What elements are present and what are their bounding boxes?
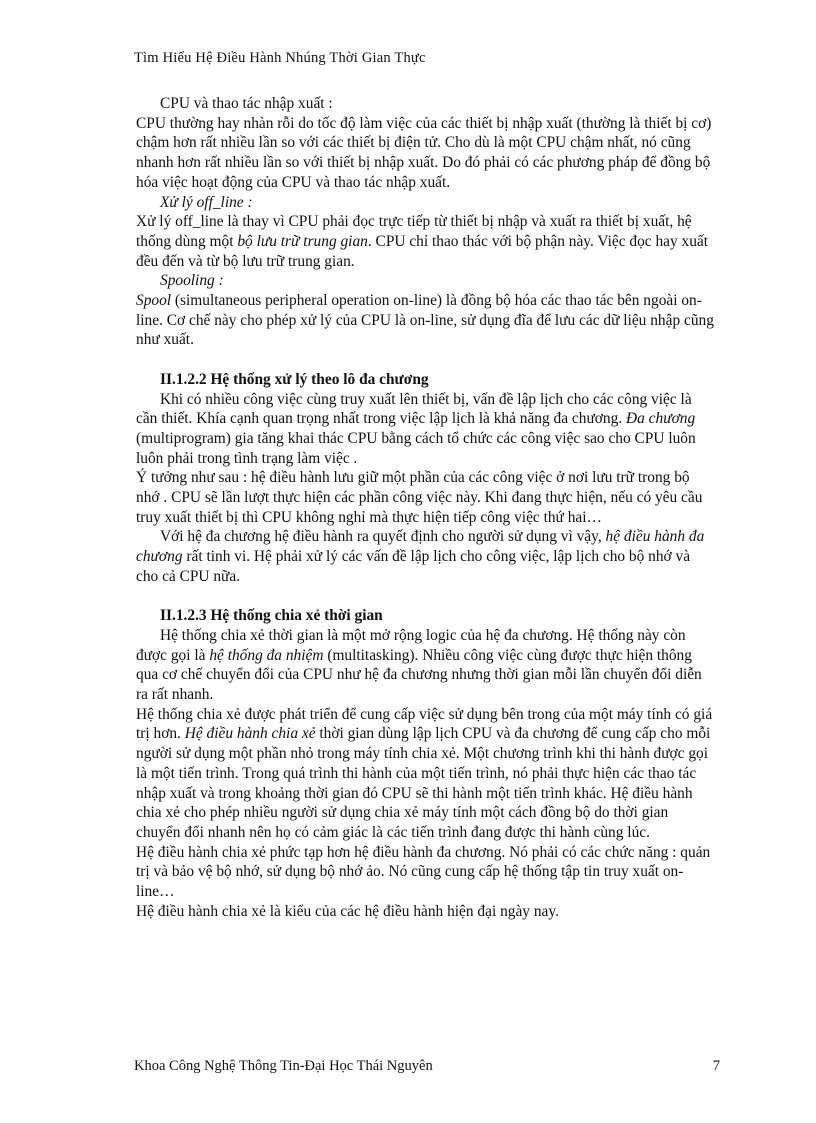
section-heading-batch-multiprogram: II.1.2.2 Hệ thống xử lý theo lô đa chương	[160, 370, 429, 388]
page-number: 7	[712, 1058, 720, 1074]
paragraph-cpu-io-intro: CPU và thao tác nhập xuất :	[160, 95, 333, 112]
paragraph-timesharing-3: Hệ điều hành chia xẻ phức tạp hơn hệ điều hành đa chương. Nó phải có các chức năng : quản trị và bảo vệ bộ nhớ, sử dụng bộ nhớ ảo. Nó cũng cung cấp hệ thống tập tin truy xuất on-line…	[136, 843, 711, 901]
paragraph-timesharing-2: Hệ thống chia xẻ được phát triển để cung cấp việc sử dụng bên trong của một máy tính có giá trị hơn. Hệ điều hành chia xẻ thời gian dùng lập lịch CPU và đa chương để cung cấp cho mỗi người sử dụng một phần nhỏ trong máy tính chia xẻ. Một chương trình khi thi hành được gọi là một tiến trình. Trong quá trình thi hành của một tiến trình, nó phải thực hiện các thao tác nhập xuất và trong khoảng thời gian đó CPU sẽ thi hành một tiến trình khác. Hệ điều hành chia xẻ cho phép nhiều người sử dụng chia xẻ máy tính một cách đồng bộ do thời gian chuyển đổi nhanh nên họ có cảm giác là các tiến trình đang được thi hành cùng lúc.	[136, 705, 713, 841]
paragraph-cpu-io: CPU thường hay nhàn rỗi do tốc độ làm việc của các thiết bị nhập xuất (thường là thiết bị cơ) chậm hơn rất nhiều lần so với các thiết bị điện tử. Cho dù là một CPU chậm nhất, nó cũng nhanh hơn rất nhiều lần so với thiết bị nhập xuất. Do đó phải có các phương pháp để đồng bộ hóa việc hoạt động của CPU và thao tác nhập xuất.	[136, 114, 712, 191]
paragraph-timesharing-4: Hệ điều hành chia xẻ là kiểu của các hệ điều hành hiện đại ngày nay.	[136, 902, 559, 920]
document-body	[136, 94, 716, 922]
subtitle-spooling: Spooling :	[160, 272, 224, 290]
section-heading-time-sharing: II.1.2.3 Hệ thống chia xẻ thời gian	[160, 607, 383, 625]
footer-institution: Khoa Công Nghệ Thông Tin-Đại Học Thái Nguyên	[134, 1058, 433, 1074]
page-footer	[134, 1058, 720, 1075]
subtitle-offline: Xử lý off_line :	[160, 193, 253, 211]
paragraph-timesharing-1: Hệ thống chia xẻ thời gian là một mở rộng logic của hệ đa chương. Hệ thống này còn được gọi là hệ thống đa nhiệm (multitasking). Nhiều công việc cùng được thực hiện thông qua cơ chế chuyển đổi của CPU như hệ đa chương nhưng thời gian mỗi lần chuyển đổi diễn ra rất nhanh.	[136, 626, 702, 704]
paragraph-multiprogram-1: Khi có nhiều công việc cùng truy xuất lên thiết bị, vấn đề lập lịch cho các công việc là cần thiết. Khía cạnh quan trọng nhất trong việc lập lịch là khả năng đa chương. Đa chương (multiprogram) gia tăng khai thác CPU bằng cách tổ chức các công việc sao cho CPU luôn luôn phải trong tình trạng làm việc .	[136, 390, 696, 467]
paragraph-offline: Xử lý off_line là thay vì CPU phải đọc trực tiếp từ thiết bị nhập và xuất ra thiết bị xuất, hệ thống dùng một bộ lưu trữ trung gian. CPU chỉ thao thác với bộ phận này. Việc đọc hay xuất đều đến và từ bộ lưu trữ trung gian.	[136, 213, 709, 270]
page-header: Tìm Hiểu Hệ Điều Hành Nhúng Thời Gian Thực	[134, 50, 426, 66]
paragraph-spooling: Spool (simultaneous peripheral operation on-line) là đồng bộ hóa các thao tác bên ngoài on-line. Cơ chế này cho phép xử lý của CPU là on-line, sử dụng đĩa để lưu các dữ liệu nhập cũng như xuất.	[136, 292, 714, 349]
paragraph-multiprogram-2: Ý tưởng như sau : hệ điều hành lưu giữ một phần của các công việc ở nơi lưu trữ trong bộ nhớ . CPU sẽ lần lượt thực hiện các phần công việc này. Khi đang thực hiện, nếu có yêu cầu truy xuất thiết bị thì CPU không nghỉ mà thực hiện tiếp công việc thứ hai…	[136, 469, 703, 526]
paragraph-multiprogram-3: Với hệ đa chương hệ điều hành ra quyết định cho người sử dụng vì vậy, hệ điều hành đa chương rất tinh vi. Hệ phải xử lý các vấn đề lập lịch cho công việc, lập lịch cho bộ nhớ và cho cả CPU nữa.	[136, 528, 705, 585]
